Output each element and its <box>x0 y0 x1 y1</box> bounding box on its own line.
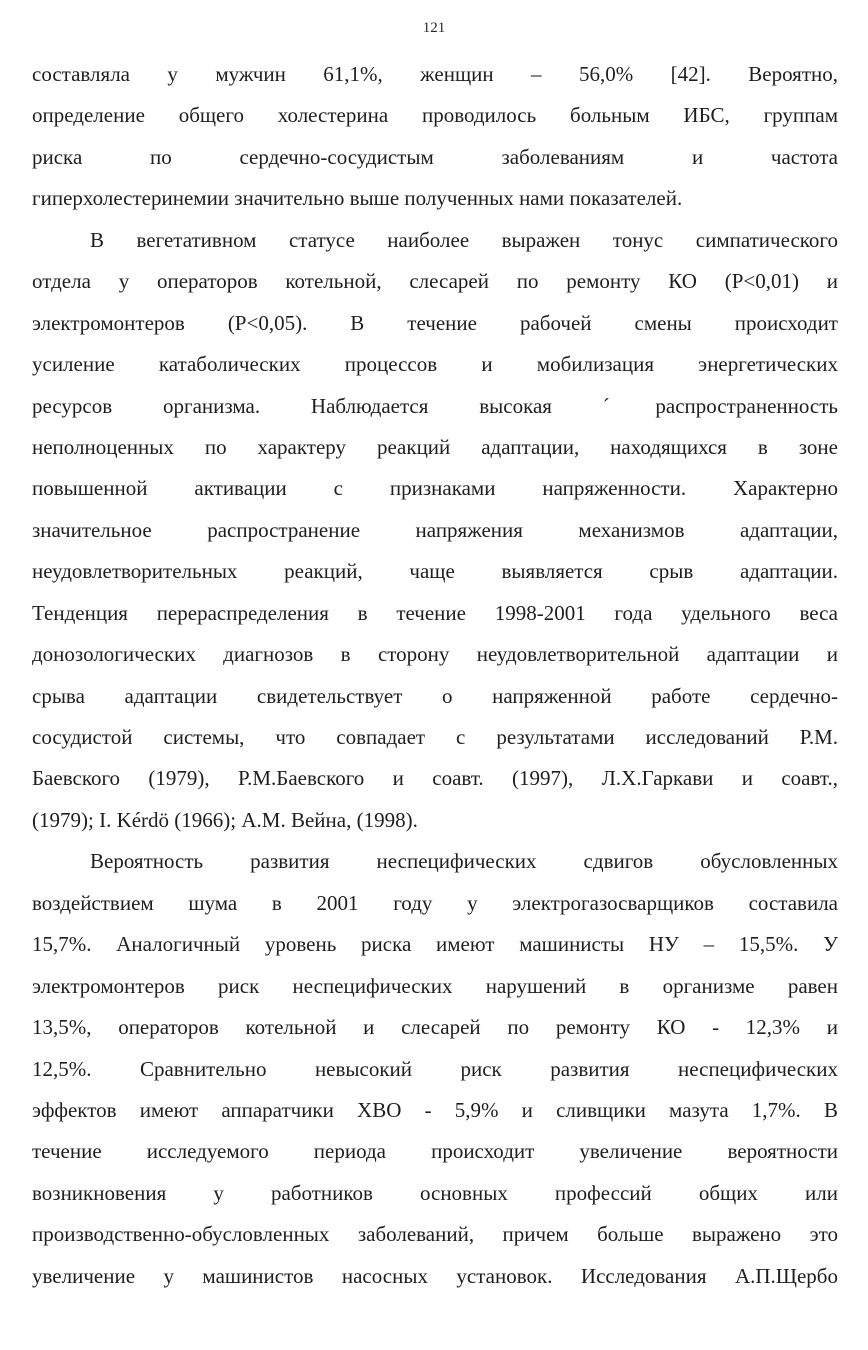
text-line: увеличение у машинистов насосных установок. Исследования А.П.Щербо <box>32 1263 838 1288</box>
text-line: Вероятность развития неспецифических сдвигов обусловленных <box>90 849 838 874</box>
text-line: 12,5%. Сравнительно невысокий риск развития неспецифических <box>32 1056 838 1081</box>
text-line: отдела у операторов котельной, слесарей по ремонту КО (Р<0,01) и <box>32 269 838 294</box>
text-line: усиление катаболических процессов и мобилизация энергетических <box>32 352 838 377</box>
paragraph <box>32 220 838 842</box>
text-line: электромонтеров риск неспецифических нарушений в организме равен <box>32 973 838 998</box>
text-line: 13,5%, операторов котельной и слесарей по ремонту КО - 12,3% и <box>32 1015 838 1040</box>
text-line: ресурсов организма. Наблюдается высокая ˊраспространенность <box>32 393 838 418</box>
text-line: риска по сердечно-сосудистым заболеваниям и частота <box>32 144 838 169</box>
text-line: определение общего холестерина проводилось больным ИБС, группам <box>32 103 838 128</box>
text-line: неудовлетворительных реакций, чаще выявляется срыв адаптации. <box>32 559 838 584</box>
text-line: донозологических диагнозов в сторону неудовлетворительной адаптации и <box>32 642 838 667</box>
text-line: Баевского (1979), Р.М.Баевского и соавт. (1997), Л.Х.Гаркави и соавт., <box>32 766 838 791</box>
text-line: составляла у мужчин 61,1%, женщин – 56,0% [42]. Вероятно, <box>32 62 838 86</box>
text-line: повышенной активации с признаками напряженности. Характерно <box>32 476 838 501</box>
text-line: (1979); I. Kérdö (1966); А.М. Вейна, (1998). <box>32 807 418 832</box>
text-line: сосудистой системы, что совпадает с результатами исследований Р.М. <box>32 725 838 749</box>
text-line: возникновения у работников основных профессий общих или <box>32 1180 838 1205</box>
text-line: В вегетативном статусе наиболее выражен тонус симпатического <box>90 227 838 252</box>
text-line: гиперхолестеринемии значительно выше полученных нами показателей. <box>32 186 683 211</box>
document-body <box>32 54 838 1297</box>
text-line: 15,7%. Аналогичный уровень риска имеют машинисты НУ – 15,5%. У <box>32 932 838 957</box>
text-line: воздействием шума в 2001 году у электрогазосварщиков составила <box>32 890 838 915</box>
text-line: производственно-обусловленных заболеваний, причем больше выражено это <box>32 1222 838 1247</box>
paragraph <box>32 841 838 1297</box>
text-line: течение исследуемого периода происходит увеличение вероятности <box>32 1139 838 1164</box>
paragraph <box>32 54 838 220</box>
page-number: 121 <box>422 20 446 36</box>
text-line: срыва адаптации свидетельствует о напряженной работе сердечно- <box>32 683 838 708</box>
text-line: электромонтеров (Р<0,05). В течение рабочей смены происходит <box>32 310 838 335</box>
text-line: неполноценных по характеру реакций адаптации, находящихся в зоне <box>32 434 838 459</box>
text-line: эффектов имеют аппаратчики ХВО - 5,9% и сливщики мазута 1,7%. В <box>32 1097 838 1122</box>
text-line: значительное распространение напряжения механизмов адаптации, <box>32 517 838 542</box>
text-line: Тенденция перераспределения в течение 1998-2001 года удельного веса <box>32 600 838 625</box>
